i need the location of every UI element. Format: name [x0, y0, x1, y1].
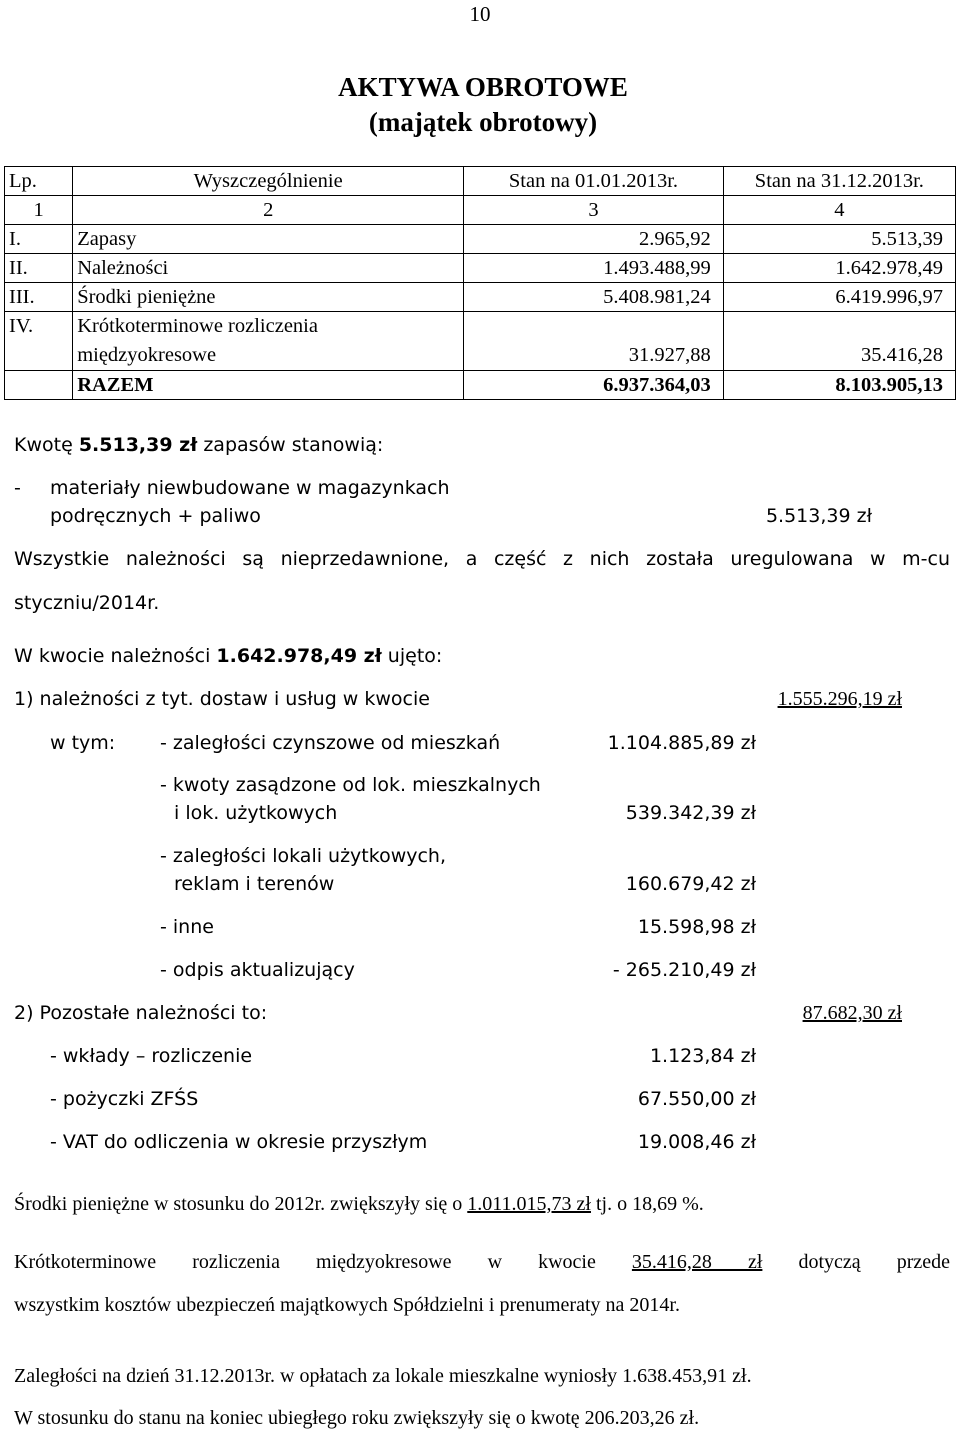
sub2-line2: i lok. użytkowych	[174, 802, 338, 824]
total-start: 6.937.364,03	[464, 371, 724, 400]
row-start: 1.493.488,99	[464, 254, 724, 283]
rozliczenia-prefix: Krótkoterminowe rozliczenia międzyokresowe w kwocie	[14, 1251, 632, 1273]
assets-table	[4, 166, 956, 400]
rozliczenia-line1	[14, 1251, 950, 1274]
naleznosci-p2-amount: 87.682,30 zł	[802, 1002, 902, 1024]
naleznosci-p1-amount: 1.555.296,19 zł	[777, 688, 902, 710]
rozliczenia-line2: wszystkim kosztów ubezpieczeń majątkowych Spółdzielni i prenumeraty na 2014r.	[14, 1294, 680, 1316]
sub1-amount: 1.104.885,89 zł	[607, 732, 756, 754]
row-start: 5.408.981,24	[464, 283, 724, 312]
table-row	[5, 225, 956, 254]
row-start: 2.965,92	[464, 225, 724, 254]
naleznosci-note-line1: Wszystkie należności są nieprzedawnione, a część z nich została uregulowana w m-cu	[14, 548, 950, 570]
zapasy-item-line2: podręcznych + paliwo	[50, 505, 261, 527]
sub5-amount: - 265.210,49 zł	[612, 959, 756, 981]
zapasy-intro-suffix: zapasów stanowią:	[197, 434, 384, 456]
table-row	[5, 283, 956, 312]
colnum-cell: 2	[73, 196, 464, 225]
zapasy-intro-prefix: Kwotę	[14, 434, 79, 456]
sub4-label: - inne	[160, 916, 214, 938]
naleznosci-p2-label: 2) Pozostałe należności to:	[14, 1002, 268, 1024]
other2-label: - pożyczki ZFŚS	[50, 1088, 199, 1110]
other3-label: - VAT do odliczenia w okresie przyszłym	[50, 1131, 428, 1153]
table-total-row	[5, 371, 956, 400]
naleznosci-intro	[14, 645, 442, 667]
naleznosci-intro-amount: 1.642.978,49 zł	[216, 645, 382, 667]
naleznosci-p1-label: 1) należności z tyt. dostaw i usług w kwocie	[14, 688, 430, 710]
row-lp: III.	[5, 283, 73, 312]
row-name: Należności	[73, 254, 464, 283]
row-name: Środki pieniężne	[73, 283, 464, 312]
row-end: 6.419.996,97	[723, 283, 955, 312]
header-cell: Stan na 31.12.2013r.	[723, 167, 955, 196]
other2-amount: 67.550,00 zł	[637, 1088, 756, 1110]
zapasy-intro	[14, 434, 383, 456]
zaleglosci-line2: W stosunku do stanu na koniec ubiegłego roku zwiększyły się o kwotę 206.203,26 zł.	[14, 1407, 700, 1429]
sub2-amount: 539.342,39 zł	[625, 802, 756, 824]
zapasy-item-line1: materiały niewbudowane w magazynkach	[50, 477, 450, 499]
zapasy-item-amount: 5.513,39 zł	[765, 505, 872, 527]
row-name-line1: Krótkoterminowe rozliczenia	[77, 315, 318, 337]
section-title: AKTYWA OBROTOWE	[338, 72, 628, 102]
w-tym-label: w tym:	[50, 732, 116, 754]
table-header-row	[5, 167, 956, 196]
table-row	[5, 312, 956, 371]
total-label: RAZEM	[73, 371, 464, 400]
total-lp	[5, 371, 73, 400]
sub3-line2: reklam i terenów	[174, 873, 335, 895]
sub3-amount: 160.679,42 zł	[625, 873, 756, 895]
zaleglosci-line1: Zaległości na dzień 31.12.2013r. w opłatach za lokale mieszkalne wyniosły 1.638.453,91 zł.	[14, 1365, 752, 1387]
row-lp: IV.	[5, 312, 73, 371]
row-lp: I.	[5, 225, 73, 254]
colnum-cell: 3	[464, 196, 724, 225]
row-start: 31.927,88	[464, 312, 724, 371]
naleznosci-intro-suffix: ujęto:	[381, 645, 443, 667]
header-cell: Lp.	[5, 167, 73, 196]
rozliczenia-suffix: dotyczą przede	[762, 1251, 951, 1273]
section-subtitle: (majątek obrotowy)	[368, 107, 598, 137]
rozliczenia-amount: 35.416,28 zł	[631, 1251, 763, 1273]
table-colnum-row	[5, 196, 956, 225]
srodki-paragraph	[14, 1193, 704, 1216]
row-name	[73, 312, 464, 371]
other1-amount: 1.123,84 zł	[649, 1045, 756, 1067]
row-name-line2: międzyokresowe	[77, 344, 217, 366]
sub2-line1: - kwoty zasądzone od lok. mieszkalnych	[160, 774, 541, 796]
other3-amount: 19.008,46 zł	[637, 1131, 756, 1153]
colnum-cell: 1	[5, 196, 73, 225]
row-name: Zapasy	[73, 225, 464, 254]
sub3-line1: - zaległości lokali użytkowych,	[160, 845, 447, 867]
srodki-amount: 1.011.015,73 zł	[467, 1193, 591, 1215]
table-row	[5, 254, 956, 283]
srodki-prefix: Środki pieniężne w stosunku do 2012r. zwiększyły się o	[14, 1193, 468, 1215]
srodki-suffix: tj. o 18,69 %.	[590, 1193, 704, 1215]
row-end: 1.642.978,49	[723, 254, 955, 283]
naleznosci-note-line2: styczniu/2014r.	[14, 592, 160, 614]
header-cell: Wyszczególnienie	[73, 167, 464, 196]
row-end: 35.416,28	[723, 312, 955, 371]
header-cell: Stan na 01.01.2013r.	[464, 167, 724, 196]
row-end: 5.513,39	[723, 225, 955, 254]
row-lp: II.	[5, 254, 73, 283]
zapasy-intro-amount: 5.513,39 zł	[78, 434, 198, 456]
sub5-label: - odpis aktualizujący	[160, 959, 355, 981]
naleznosci-intro-prefix: W kwocie należności	[14, 645, 217, 667]
sub1-label: - zaległości czynszowe od mieszkań	[160, 732, 501, 754]
zapasy-dash: -	[14, 477, 21, 499]
other1-label: - wkłady – rozliczenie	[50, 1045, 253, 1067]
colnum-cell: 4	[723, 196, 955, 225]
sub4-amount: 15.598,98 zł	[637, 916, 756, 938]
page-number: 10	[469, 2, 491, 26]
total-end: 8.103.905,13	[723, 371, 955, 400]
